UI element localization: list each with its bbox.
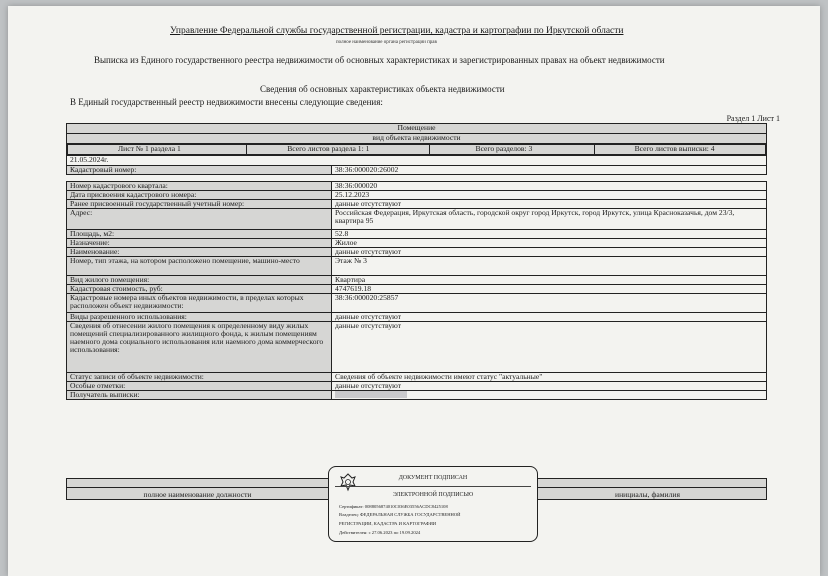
field-label: Номер кадастрового квартала:	[67, 181, 332, 190]
field-row	[67, 247, 767, 256]
field-row	[67, 166, 767, 175]
name-caption: инициалы, фамилия	[529, 488, 767, 500]
position-cell	[67, 479, 329, 488]
field-value: 38:36:000020:26002	[332, 166, 767, 175]
field-row	[67, 199, 767, 208]
field-label: Ранее присвоенный государственный учетный номер:	[67, 199, 332, 208]
section-sheet-label: Раздел 1 Лист 1	[726, 114, 780, 123]
field-value: данные отсутствуют	[332, 199, 767, 208]
total-sheets-section: Всего листов раздела 1: 1	[247, 145, 429, 155]
object-type: Помещение	[67, 124, 767, 134]
field-value: 25.12.2023	[332, 190, 767, 199]
name-cell	[529, 479, 767, 488]
intro-text: В Единый государственный реестр недвижимости внесены следующие сведения:	[70, 97, 383, 107]
field-value: Этаж № 3	[332, 256, 767, 275]
field-row	[67, 275, 767, 284]
field-value: 4747619.18	[332, 284, 767, 293]
section-title: Сведения об основных характеристиках объекта недвижимости	[260, 84, 505, 94]
stamp-subtitle: ЭЛЕКТРОННОЙ ПОДПИСЬЮ	[392, 492, 474, 498]
field-label: Назначение:	[67, 238, 332, 247]
total-sections: Всего разделов: 3	[429, 145, 594, 155]
field-value: Квартира	[332, 275, 767, 284]
field-label: Адрес:	[67, 208, 332, 229]
organization-name: Управление Федеральной службы государственной регистрации, кадастра и картографии по Иркутской области	[170, 26, 624, 36]
field-label: Кадастровая стоимость, руб:	[67, 284, 332, 293]
total-sheets-extract: Всего листов выписки: 4	[594, 145, 765, 155]
redacted-recipient	[335, 391, 407, 398]
field-row	[67, 381, 767, 390]
field-label: Площадь, м2:	[67, 229, 332, 238]
date-row	[67, 156, 767, 166]
extract-title: Выписка из Единого государственного реестра недвижимости об основных характеристиках и зарегистрированных правах на объект недвижимости	[94, 55, 665, 65]
field-row	[67, 190, 767, 199]
field-value	[332, 390, 767, 399]
field-label: Статус записи об объекте недвижимости:	[67, 372, 332, 381]
field-row	[67, 181, 767, 190]
field-value: Сведения об объекте недвижимости имеют статус "актуальные"	[332, 372, 767, 381]
owner-line-1: Владелец: ФЕДЕРАЛЬНАЯ СЛУЖБА ГОСУДАРСТВЕННОЙ	[339, 512, 461, 517]
field-value: данные отсутствуют	[332, 247, 767, 256]
spacer-row	[67, 174, 767, 181]
field-label: Наименование:	[67, 247, 332, 256]
field-label: Номер, тип этажа, на котором расположено помещение, машино-место	[67, 256, 332, 275]
field-label: Кадастровый номер:	[67, 166, 332, 175]
owner-line-2: РЕГИСТРАЦИИ, КАДАСТРА И КАРТОГРАФИИ	[339, 521, 437, 526]
field-label: Сведения об отнесении жилого помещения к определенному виду жилых помещений специализированного жилищного фонда, к жилым помещениям наемного дома социального использования или наемного дома коммерческого использования:	[67, 321, 332, 372]
field-row	[67, 229, 767, 238]
field-row	[67, 390, 767, 399]
stamp-title: ДОКУМЕНТ ПОДПИСАН	[398, 475, 468, 481]
object-type-caption-row	[67, 134, 767, 144]
field-value: Жилое	[332, 238, 767, 247]
field-value: 52.8	[332, 229, 767, 238]
field-row	[67, 372, 767, 381]
certificate-number: Сертификат: 0088056874010C036E03556ACDC8425108	[339, 504, 448, 509]
organization-caption: полное наименование органа регистрации прав	[336, 40, 437, 45]
extract-date: 21.05.2024г.	[67, 156, 767, 166]
object-type-caption: вид объекта недвижимости	[67, 134, 767, 144]
field-row	[67, 312, 767, 321]
property-info-table	[66, 123, 767, 400]
field-value: 38:36:000020	[332, 181, 767, 190]
field-value: данные отсутствуют	[332, 321, 767, 372]
field-label: Особые отметки:	[67, 381, 332, 390]
sheet-number: Лист № 1 раздела 1	[68, 145, 247, 155]
field-value: данные отсутствуют	[332, 381, 767, 390]
field-label: Вид жилого помещения:	[67, 275, 332, 284]
field-row	[67, 208, 767, 229]
field-label: Кадастровые номера иных объектов недвижимости, в пределах которых расположен объект недвижимости:	[67, 293, 332, 312]
field-row	[67, 238, 767, 247]
field-row	[67, 256, 767, 275]
digital-signature-stamp	[328, 466, 538, 542]
object-type-row	[67, 124, 767, 134]
field-label: Дата присвоения кадастрового номера:	[67, 190, 332, 199]
field-label: Получатель выписки:	[67, 390, 332, 399]
position-caption: полное наименование должности	[67, 488, 329, 500]
field-row	[67, 321, 767, 372]
validity: Действителен: с 27.06.2023 по 19.09.2024	[339, 530, 421, 535]
field-value: данные отсутствуют	[332, 312, 767, 321]
field-label: Виды разрешенного использования:	[67, 312, 332, 321]
field-value: 38:36:000020:25857	[332, 293, 767, 312]
meta-row	[67, 144, 767, 156]
field-row	[67, 284, 767, 293]
field-row	[67, 293, 767, 312]
field-value: Российская Федерация, Иркутская область, городской округ город Иркутск, город Иркутск, улица Красноказачья, дом 23/3, квартира 95	[332, 208, 767, 229]
